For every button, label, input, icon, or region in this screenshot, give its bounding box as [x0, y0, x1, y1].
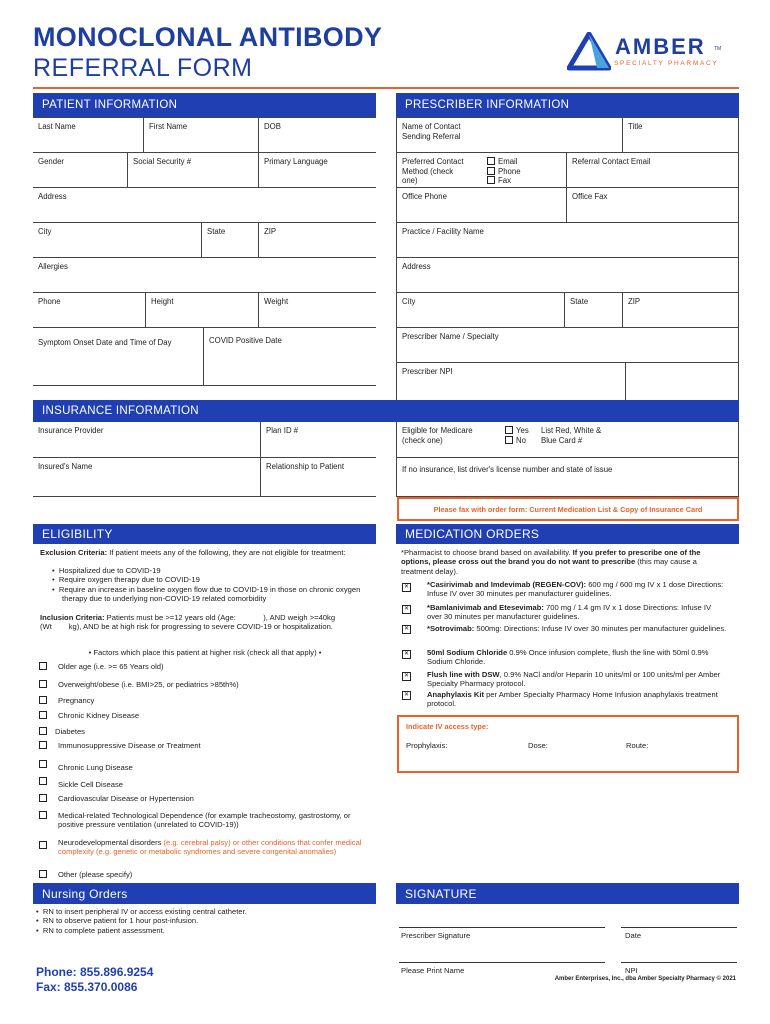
referral-email-field[interactable]: Referral Contact Email [566, 152, 739, 187]
risk-item-label: Overweight/obese (i.e. BMI>25, or pediatrics >85th%) [58, 680, 239, 689]
eligibility-heading: ELIGIBILITY [42, 527, 113, 541]
prescriber-npi-extra[interactable] [625, 362, 739, 400]
date-line[interactable] [621, 927, 737, 928]
order-item: Flush line with DSW, 0.9% NaCl and/or Heparin 10 units/ml or 100 units/ml per Amber Specialty Pharmacy protocol. [427, 670, 721, 689]
order-checkbox[interactable]: ✕ [403, 626, 410, 632]
risk-checkbox[interactable] [39, 794, 47, 802]
order-item: *Bamlanivimab and Etesevimab: 700 mg / 1.4 gm IV x 1 dose Directions: Infuse IV over 30 minutes per manufacturer guidelines. [427, 603, 712, 622]
allergies-field[interactable]: Allergies [33, 257, 376, 292]
risk-item-label-neuro: Neurodevelopmental disorders (e.g. cerebral palsy) or other conditions that confer medical complexity (e.g. genetic or metabolic syndromes and severe congenital anomalies) [58, 838, 362, 857]
contact-option-phone[interactable]: Phone [487, 167, 521, 177]
signature-header [396, 883, 739, 904]
contact-fax: Fax: 855.370.0086 [36, 980, 138, 994]
route-label: Route: [626, 741, 649, 750]
npi-line[interactable] [621, 962, 737, 963]
risk-item-label: Diabetes [55, 727, 85, 736]
risk-checkbox[interactable] [39, 841, 47, 849]
symptom-onset-field[interactable]: Symptom Onset Date and Time of Day [33, 327, 203, 386]
insureds-name-field[interactable]: Insured's Name [33, 457, 260, 497]
risk-item-label: Chronic Lung Disease [58, 763, 133, 772]
nursing-orders-header [33, 883, 376, 904]
signature-heading: SIGNATURE [405, 886, 477, 901]
prescriber-state-field[interactable]: State [564, 292, 622, 327]
patient-info-heading: PATIENT INFORMATION [42, 99, 178, 111]
risk-checkbox[interactable] [39, 711, 47, 719]
inclusion-criteria: Inclusion Criteria: Patients must be >=12 years old (Age: ), AND weigh >=40kg (Wt kg), AND be at high risk for progressing to severe COVID-19 or hospitalization. [40, 613, 336, 632]
form-title: MONOCLONAL ANTIBODY [33, 22, 383, 52]
last-name-field[interactable]: Last Name [33, 117, 143, 152]
weight-field[interactable]: Weight [258, 292, 376, 327]
order-item: *Casirivimab and Imdevimab (REGEN-COV): 600 mg / 600 mg IV x 1 dose Directions: Infuse IV over 30 minutes per manufacturer guidelines. [427, 580, 724, 599]
prescriber-npi-field[interactable]: Prescriber NPI [396, 362, 625, 400]
risk-checkbox[interactable] [39, 777, 47, 785]
risk-checkbox[interactable] [39, 680, 47, 688]
risk-item-label: Pregnancy [58, 696, 95, 705]
medicare-eligibility-field[interactable]: Eligible for Medicare (check one) Yes No List Red, White & Blue Card # [396, 422, 739, 457]
office-fax-field[interactable]: Office Fax [566, 187, 739, 222]
order-checkbox[interactable]: ✕ [403, 673, 410, 679]
medication-orders-header [396, 524, 739, 544]
covid-positive-date-field[interactable]: COVID Positive Date [203, 327, 376, 386]
primary-language-field[interactable]: Primary Language [258, 152, 376, 187]
contact-phone: Phone: 855.896.9254 [36, 965, 154, 979]
rwb-card-label: List Red, White & Blue Card # [541, 426, 602, 445]
risk-item-label: Older age (i.e. >= 65 Years old) [58, 662, 164, 671]
order-item: *Sotrovimab: 500mg: Directions: Infuse IV over 30 minutes per manufacturer guidelines. [427, 624, 727, 633]
risk-item-label: Medical-related Technological Dependence (for example tracheostomy, gastrostomy, or positive pressure ventilation (unrelated to COVID-19)) [58, 811, 351, 830]
patient-phone-field[interactable]: Phone [33, 292, 145, 327]
nursing-order-item: • RN to observe patient for 1 hour post-infusion. [36, 916, 199, 926]
nursing-order-item: • RN to complete patient assessment. [36, 925, 165, 935]
risk-checkbox[interactable] [39, 760, 47, 768]
risk-checkbox[interactable] [39, 727, 47, 735]
risk-checkbox[interactable] [39, 870, 47, 878]
iv-access-box[interactable] [397, 715, 739, 773]
prescriber-info-heading: PRESCRIBER INFORMATION [405, 99, 570, 111]
logo-name: AMBER [615, 34, 706, 59]
contact-option-fax[interactable]: Fax [487, 176, 521, 186]
no-insurance-field[interactable]: If no insurance, list driver's license number and state of issue [396, 457, 739, 497]
form-subtitle: REFERRAL FORM [33, 54, 253, 82]
exclusion-criteria: Exclusion Criteria: If patient meets any of the following, they are not eligible for treatment: [40, 548, 346, 557]
height-field[interactable]: Height [145, 292, 258, 327]
exclusion-item: • Hospitalized due to COVID-19 [52, 566, 161, 575]
insurance-info-heading: INSURANCE INFORMATION [42, 405, 199, 417]
nursing-orders-heading: Nursing Orders [42, 886, 128, 901]
insurance-info-header [33, 400, 739, 422]
prescriber-zip-field[interactable]: ZIP [622, 292, 739, 327]
amber-logo-icon [567, 32, 611, 72]
pharmacist-note: *Pharmacist to choose brand based on availability. If you prefer to prescribe one of the options, please cross out the brand you do not want to prescribe (this may cause a treatment delay). [401, 548, 701, 576]
contact-name-field[interactable]: Name of Contact Sending Referral [396, 117, 622, 152]
first-name-field[interactable]: First Name [143, 117, 258, 152]
plan-id-field[interactable]: Plan ID # [260, 422, 376, 457]
order-item: Anaphylaxis Kit per Amber Specialty Pharmacy Home Infusion anaphylaxis treatment protocol. [427, 690, 718, 709]
nursing-order-item: • RN to insert peripheral IV or access existing central catheter. [36, 907, 247, 916]
risk-checkbox[interactable] [39, 662, 47, 670]
order-item: 50ml Sodium Chloride 0.9% Once infusion complete, flush the line with 50ml 0.9% Sodium Chloride. [427, 648, 709, 667]
prophylaxis-label: Prophylaxis: [406, 741, 448, 750]
prescriber-signature-label: Prescriber Signature [401, 931, 471, 940]
contact-option-email[interactable]: Email [487, 157, 521, 167]
patient-zip-field[interactable]: ZIP [258, 222, 376, 257]
medicare-no[interactable]: No [505, 436, 529, 446]
order-checkbox[interactable]: ✕ [403, 692, 410, 698]
risk-item-label: Chronic Kidney Disease [58, 711, 140, 720]
logo-tagline: SPECIALTY PHARMACY [614, 60, 719, 67]
risk-checkbox[interactable] [39, 811, 47, 819]
medication-orders-heading: MEDICATION ORDERS [405, 527, 540, 541]
logo-tm: TM [714, 46, 722, 52]
prescriber-signature-line[interactable] [399, 927, 605, 928]
medicare-yes[interactable]: Yes [505, 426, 529, 436]
prescriber-city-field[interactable]: City [396, 292, 564, 327]
insurance-info-section [33, 422, 739, 497]
risk-factors-note: • Factors which place this patient at higher risk (check all that apply) • [88, 648, 322, 657]
insurance-provider-field[interactable]: Insurance Provider [38, 426, 104, 435]
order-checkbox[interactable]: ✕ [403, 606, 410, 612]
practice-name-field[interactable]: Practice / Facility Name [396, 222, 739, 257]
risk-item-label: Other (please specify) [58, 870, 133, 879]
exclusion-list [52, 566, 370, 604]
ssn-field[interactable]: Social Security # [127, 152, 258, 187]
patient-info-section [33, 117, 376, 386]
gender-field[interactable]: Gender [33, 152, 127, 187]
title-field[interactable]: Title [622, 117, 739, 152]
prescriber-info-header [396, 93, 739, 117]
title-divider [33, 87, 739, 89]
medicare-options [505, 426, 529, 445]
risk-checkbox[interactable] [39, 696, 47, 704]
preferred-contact-field[interactable]: Preferred Contact Method (check one) Email Phone Fax [396, 152, 566, 187]
patient-address-field[interactable]: Address [33, 187, 376, 222]
npi-label: NPI [625, 966, 638, 975]
fax-note-text: Please fax with order form: Current Medication List & Copy of Insurance Card [433, 504, 703, 514]
print-name-label: Please Print Name [401, 966, 465, 975]
eligibility-header [33, 524, 376, 544]
patient-info-header [33, 93, 376, 117]
risk-item-label: Immunosuppressive Disease or Treatment [58, 741, 201, 750]
iv-access-label: Indicate IV access type: [406, 722, 489, 731]
prescriber-name-specialty-field[interactable]: Prescriber Name / Specialty [396, 327, 739, 362]
relationship-field[interactable]: Relationship to Patient [260, 457, 376, 497]
exclusion-item: • Require oxygen therapy due to COVID-19 [52, 575, 200, 585]
contact-method-options [487, 157, 521, 186]
risk-item-label: Cardiovascular Disease or Hypertension [58, 794, 194, 803]
office-phone-field[interactable]: Office Phone [396, 187, 566, 222]
patient-state-field[interactable]: State [201, 222, 258, 257]
order-checkbox[interactable]: ✕ [403, 651, 410, 657]
dose-label: Dose: [528, 741, 548, 750]
fax-note-box [397, 497, 739, 521]
order-checkbox[interactable]: ✕ [403, 584, 410, 590]
date-label: Date [625, 931, 642, 940]
dob-field[interactable]: DOB [258, 117, 376, 152]
risk-item-label: Sickle Cell Disease [58, 780, 123, 789]
prescriber-address-field[interactable]: Address [396, 257, 739, 292]
exclusion-item: • Require an increase in baseline oxygen flow due to COVID-19 in those on chronic oxygen therapy due to underlying non-COVID-19 related comorbidity [52, 584, 361, 604]
risk-checkbox[interactable] [39, 741, 47, 749]
print-name-line[interactable] [399, 962, 605, 963]
nursing-orders-list [36, 907, 366, 935]
prescriber-info-section [396, 117, 739, 400]
patient-city-field[interactable]: City [33, 222, 201, 257]
footer-copyright: Amber Enterprises, Inc., dba Amber Specialty Pharmacy © 2021 [554, 976, 736, 982]
